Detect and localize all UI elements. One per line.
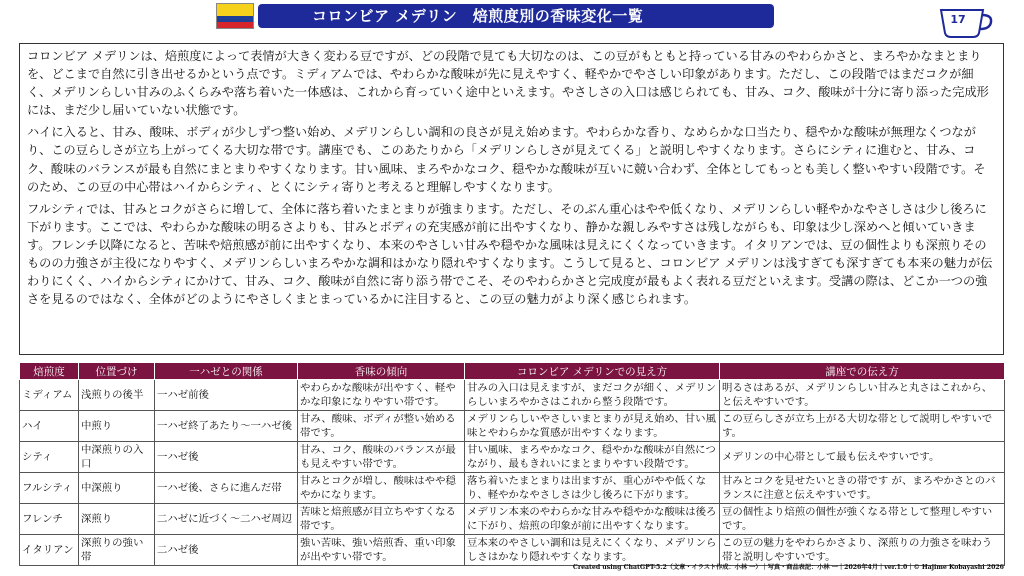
- table-cell: メデリンの中心帯として最も伝えやすいです。: [720, 442, 1005, 473]
- table-cell: 二ハゼ後: [155, 535, 298, 566]
- table-cell: 深煎りの強い帯: [79, 535, 155, 566]
- column-header: 位置づけ: [79, 363, 155, 380]
- page-title: コロンビア メデリン 焙煎度別の香味変化一覧: [258, 4, 774, 28]
- table-cell: 中煎り: [79, 411, 155, 442]
- paragraph: ハイに入ると、甘み、酸味、ボディが少しずつ整い始め、メデリンらしい調和の良さが見え始めます。やわらかな香り、なめらかな口当たり、穏やかな酸味が無理なくつながり、この豆らしさが立ち上がってくる大切な帯です。講座でも、このあたりから「メデリンらしさが見えてくる」と説明しやすくなります。さらにシティに進むと、甘み、コク、酸味のバランスが最も自然にまとまりやすくなります。甘い風味、まろやかなコク、穏やかな酸味が互いに競い合わず、全体としてもっとも美しく整いやすい段階です。そのため、この豆の中心帯はハイからシティ、とくにシティ寄りと考えると理解しやすくなります。: [27, 125, 986, 194]
- table-row: [20, 535, 1005, 566]
- table-cell: 中深煎り: [79, 473, 155, 504]
- table-cell: 落ち着いたまとまりは出ますが、重心がやや低くなり、軽やかなやさしさは少し後ろに下がります。: [465, 473, 720, 504]
- table-cell: ミディアム: [20, 380, 79, 411]
- table-cell: 一ハゼ終了あたり〜一ハゼ後: [155, 411, 298, 442]
- table-cell: 一ハゼ後、さらに進んだ帯: [155, 473, 298, 504]
- column-header: 一ハゼとの関係: [155, 363, 298, 380]
- column-header: 講座での伝え方: [720, 363, 1005, 380]
- table-cell: 豆本来のやさしい調和は見えにくくなり、メデリンらしさはかなり隠れやすくなります。: [465, 535, 720, 566]
- table-cell: 中深煎りの入口: [79, 442, 155, 473]
- table-row: [20, 504, 1005, 535]
- table-cell: やわらかな酸味が出やすく、軽やかな印象になりやすい帯です。: [298, 380, 465, 411]
- table-cell: ハイ: [20, 411, 79, 442]
- table-cell: 豆の個性より焙煎の個性が強くなる帯として整理しやすいです。: [720, 504, 1005, 535]
- table-row: [20, 473, 1005, 504]
- table-header-row: [20, 363, 1005, 380]
- table-cell: 浅煎りの後半: [79, 380, 155, 411]
- table-cell: 甘みの入口は見えますが、まだコクが細く、メデリンらしいまろやかさはこれから整う段階です。: [465, 380, 720, 411]
- table-cell: フルシティ: [20, 473, 79, 504]
- table-cell: 甘み、コク、酸味のバランスが最も見えやすい帯です。: [298, 442, 465, 473]
- table-cell: メデリン本来のやわらかな甘みや穏やかな酸味は後ろに下がり、焙煎の印象が前に出やすくなります。: [465, 504, 720, 535]
- table-cell: イタリアン: [20, 535, 79, 566]
- table-cell: 苦味と焙煎感が目立ちやすくなる帯です。: [298, 504, 465, 535]
- table-cell: 一ハゼ前後: [155, 380, 298, 411]
- table-cell: 二ハゼに近づく〜二ハゼ周辺: [155, 504, 298, 535]
- table-cell: 甘みとコクが増し、酸味はやや穏やかになります。: [298, 473, 465, 504]
- table-cell: フレンチ: [20, 504, 79, 535]
- table-cell: 甘い風味、まろやかなコク、穏やかな酸味が自然につながり、最もきれいにまとまりやすい段階です。: [465, 442, 720, 473]
- column-header: 焙煎度: [20, 363, 79, 380]
- paragraph: コロンビア メデリンは、焙煎度によって表情が大きく変わる豆ですが、どの段階で見ても大切なのは、この豆がもともと持っている甘みのやわらかさと、まろやかなまとまりを、どこまで自然に引き出せるかという点です。ミディアムでは、やわらかな酸味が先に見えやすく、軽やかでやさしい印象があります。ただし、この段階ではまだコクが細く、メデリンらしい甘みのふくらみや落ち着いた一体感は、これから育っていく途中といえます。やさしさの入口は感じられても、甘み、コク、酸味が十分に寄り添った完成形には、まだ少し届いていない状態です。: [27, 49, 989, 118]
- paragraph: フルシティでは、甘みとコクがさらに増して、全体に落ち着いたまとまりが強まります。ただし、そのぶん重心はやや低くなり、メデリンらしい軽やかなやさしさは少し後ろに下がります。ここでは、やわらかな酸味の明るさよりも、甘みとボディの充実感が前に出やすくなり、静かな親しみやすさは残しながらも、印象は少し深めへと傾いていきます。フレンチ以降になると、苦味や焙煎感が前に出やすくなり、本来のやさしい甘みや穏やかな風味は見えにくくなっていきます。イタリアンでは、豆の個性よりも深煎りそのものの力強さが主役になりやすく、メデリンらしいまろやかな調和はかなり隠れやすくなります。こうして見ると、コロンビア メデリンは浅すぎても深すぎても本来の魅力が伝わりにくく、ハイからシティにかけて、甘み、コク、酸味が自然に寄り添う帯でこそ、そのやわらかさと完成度が最もよく表れる豆だといえます。受講の際は、どこか一つの強さを見るのではなく、全体がどのようにやさしくまとまっているかに注目すると、この豆の魅力がより深く感じられます。: [27, 201, 993, 307]
- table-cell: 一ハゼ後: [155, 442, 298, 473]
- footer-credit: Created using ChatGPT-5.2（文章・イラスト作成：小林 一）｜写真・商品表記：小林 一｜2026年4月｜ver.1.0｜© Hajime Kobayashi 2026: [572, 564, 1004, 571]
- table-cell: 甘みとコクを見せたいときの帯です が、まろやかさとのバランスに注意と伝えやすいです。: [720, 473, 1005, 504]
- description-text-box: [19, 43, 1004, 355]
- table-row: [20, 442, 1005, 473]
- colombia-flag-icon: [216, 3, 254, 29]
- roast-comparison-table: [19, 362, 1005, 566]
- table-cell: シティ: [20, 442, 79, 473]
- page-number: 17: [950, 13, 966, 26]
- table-cell: 深煎り: [79, 504, 155, 535]
- table-cell: メデリンらしいやさしいまとまりが見え始め、甘い風味とやわらかな質感が出やすくなります。: [465, 411, 720, 442]
- column-header: 香味の傾向: [298, 363, 465, 380]
- table-row: [20, 411, 1005, 442]
- column-header: コロンビア メデリンでの見え方: [465, 363, 720, 380]
- table-row: [20, 380, 1005, 411]
- table-cell: 甘み、酸味、ボディが整い始める帯です。: [298, 411, 465, 442]
- table-cell: この豆らしさが立ち上がる大切な帯として説明しやすいです。: [720, 411, 1005, 442]
- table-cell: この豆の魅力をやわらかさより、深煎りの力強さを味わう帯と説明しやすいです。: [720, 535, 1005, 566]
- table-cell: 明るさはあるが、メデリンらしい甘みと丸さはこれから、と伝えやすいです。: [720, 380, 1005, 411]
- table-cell: 強い苦味、強い焙煎香、重い印象が出やすい帯です。: [298, 535, 465, 566]
